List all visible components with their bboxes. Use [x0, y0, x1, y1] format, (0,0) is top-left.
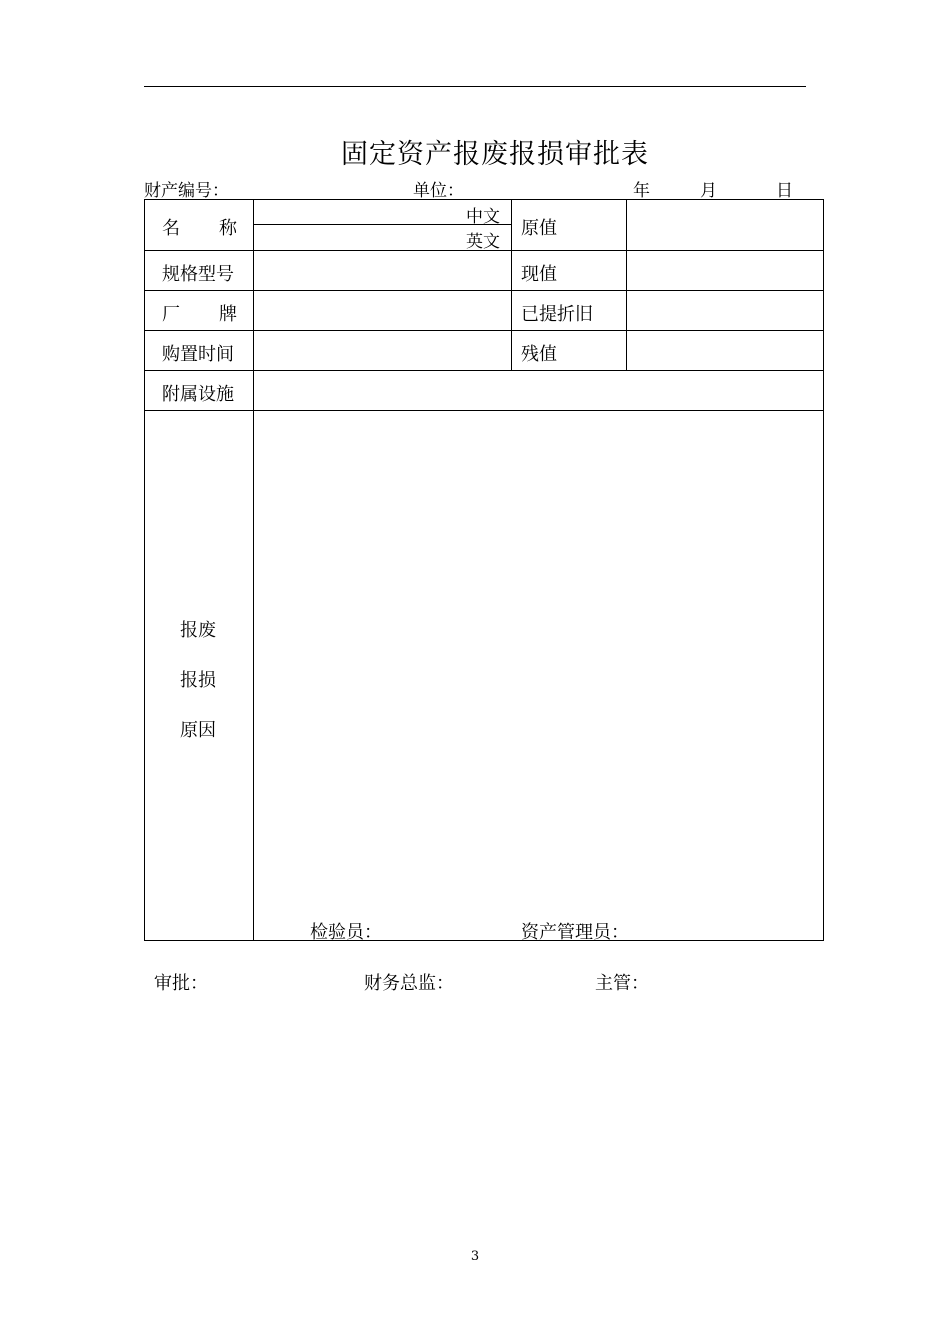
name-label-part1: 名: [162, 218, 180, 239]
asset-manager-label: 资产管理员：: [521, 922, 629, 943]
row-line-3: [144, 330, 824, 331]
name-label-part2: 称: [219, 218, 237, 239]
right-label-column-line: [626, 199, 627, 370]
approval-form-table: [144, 199, 824, 941]
accessories-label: 附属设施: [162, 384, 234, 405]
spec-model-label: 规格型号: [162, 264, 234, 285]
brand-label-part1: 厂: [162, 304, 180, 325]
month-label: 月: [700, 181, 717, 201]
reason-label-line1: 报废: [180, 620, 216, 641]
label-column-line: [253, 199, 254, 941]
brand-label-part2: 牌: [219, 304, 237, 325]
row-line-2: [144, 290, 824, 291]
year-label: 年: [633, 181, 650, 201]
form-title: 固定资产报废报损审批表: [341, 139, 649, 170]
approval-label: 审批：: [154, 973, 208, 994]
current-value-label: 现值: [521, 264, 557, 285]
value-column-line: [511, 199, 512, 370]
row-line-5: [144, 410, 824, 411]
page-number: 3: [470, 1249, 480, 1264]
day-label: 日: [776, 181, 793, 201]
inspector-label: 检验员：: [310, 922, 382, 943]
cfo-label: 财务总监：: [364, 973, 454, 994]
unit-label: 单位：: [413, 181, 464, 201]
original-value-label: 原值: [521, 218, 557, 239]
reason-label-line2: 报损: [180, 670, 216, 691]
residual-value-label: 残值: [521, 344, 557, 365]
english-name-label: 英文: [466, 232, 500, 252]
asset-number-label: 财产编号：: [144, 181, 229, 201]
chinese-name-label: 中文: [466, 207, 500, 227]
supervisor-label: 主管：: [595, 973, 649, 994]
header-rule: [144, 86, 806, 87]
reason-label-line3: 原因: [180, 720, 216, 741]
depreciation-label: 已提折旧: [521, 304, 593, 325]
row-line-4: [144, 370, 824, 371]
purchase-time-label: 购置时间: [162, 344, 234, 365]
